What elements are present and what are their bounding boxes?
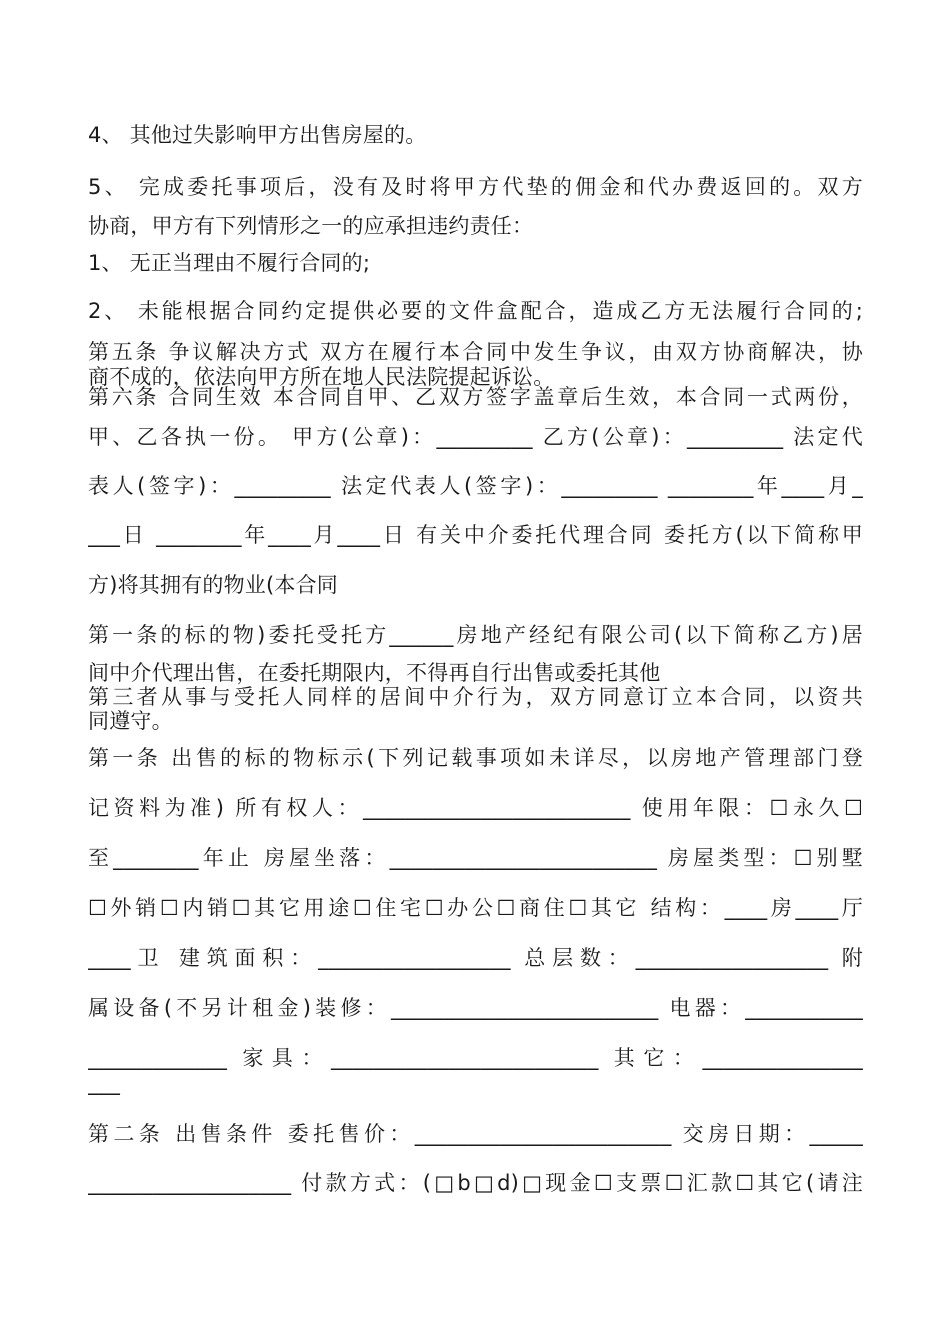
text-line: 第一条 出售的标的物标示(下列记载事项如未详尽，以房地产管理部门登 — [88, 746, 863, 770]
text-line: ☐外销☐内销☐其它用途☐住宅☐办公☐商住☐其它 结构：____房____厅 — [88, 896, 863, 920]
text-line: 表人(签字)：_________ 法定代表人(签字)：_________ ________年____月_ — [88, 474, 863, 498]
text-line: 至________年止 房屋坐落：_________________________ 房屋类型：☐别墅 — [88, 846, 863, 870]
text-line: _____________ 家具：_________________________ 其它：_______________ — [88, 1046, 863, 1070]
text-line: 第三者从事与受托人同样的居间中介行为，双方同意订立本合同，以资共 — [88, 685, 863, 709]
text-line: 4、 其他过失影响甲方出售房屋的。 — [88, 123, 427, 147]
text-line: 方)将其拥有的物业(本合同 — [88, 573, 338, 597]
text-line: 间中介代理出售，在委托期限内，不得再自行出售或委托其他 — [88, 661, 661, 685]
text-line: 商不成的，依法向甲方所在地人民法院提起诉讼。 — [88, 365, 555, 389]
text-line: 第二条 出售条件 委托售价：________________________ 交房日期：_____ — [88, 1122, 863, 1146]
text-line: 1、 无正当理由不履行合同的; — [88, 251, 371, 275]
text-line: 属设备(不另计租金)装修：_________________________ 电器：___________ — [88, 996, 863, 1020]
text-line: 协商，甲方有下列情形之一的应承担违约责任： — [88, 214, 534, 238]
text-line: ____卫 建筑面积：__________________ 总层数：__________________ 附 — [88, 946, 863, 970]
text-line: 同遵守。 — [88, 709, 173, 733]
text-line: ___日 ________年____月____日 有关中介委托代理合同 委托方(以下简称甲 — [88, 523, 863, 547]
text-line: ___ — [88, 1071, 121, 1095]
text-line: 5、 完成委托事项后，没有及时将甲方代垫的佣金和代办费返回的。双方 — [88, 175, 863, 199]
text-line: 第一条的标的物)委托受托方______房地产经纪有限公司(以下简称乙方)居 — [88, 623, 863, 647]
text-line: 记资料为准) 所有权人：_________________________ 使用年限：☐永久☐ — [88, 796, 863, 820]
text-line: 甲、乙各执一份。 甲方(公章)：_________ 乙方(公章)：_________ 法定代 — [88, 425, 863, 449]
text-line: ___________________ 付款方式：(□b□d)□现金☐支票☐汇款☐其它(请注 — [88, 1171, 863, 1195]
text-line: 第六条 合同生效 本合同自甲、乙双方签字盖章后生效，本合同一式两份， — [88, 385, 863, 409]
text-line: 第五条 争议解决方式 双方在履行本合同中发生争议，由双方协商解决，协 — [88, 340, 863, 364]
text-line: 2、 未能根据合同约定提供必要的文件盒配合，造成乙方无法履行合同的; — [88, 299, 863, 323]
